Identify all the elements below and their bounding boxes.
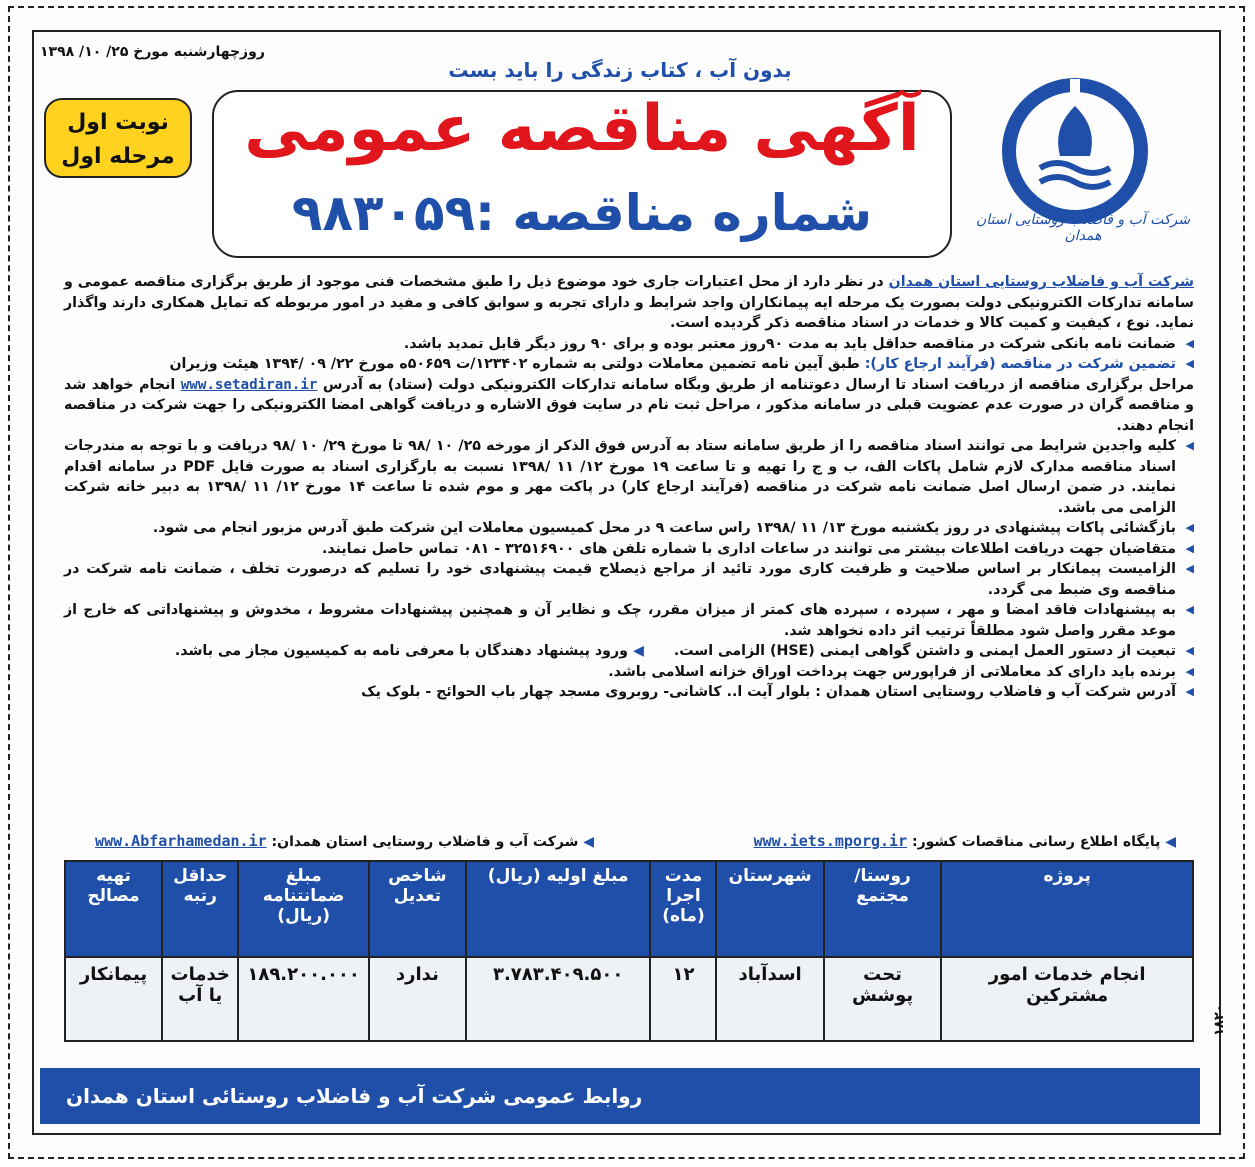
iets-link-row: ◀ پایگاه اطلاع رسانی مناقصات کشور: www.iets.mporg.ir (753, 832, 1176, 850)
list-item: ◀ الزامیست پیمانکار بر اساس صلاحیت و ظرفیت کاری مورد تائید از مراجع ذیصلاح قیمت پیشنهادی خود را تسلیم که درصورت تخلف ، ضمانت نامه شرکت در مناقصه وی ضبط می گردد. (64, 559, 1194, 600)
list-item: ◀ تبعیت از دستور العمل ایمنی و داشتن گواهی ایمنی (HSE) الزامی است.◀ ورود پیشنهاد دهندگان با معرفی نامه به کمیسیون مجاز می باشد. (64, 641, 1194, 662)
intro-paragraph (64, 272, 1194, 334)
badge-line-2: مرحله اول (61, 144, 175, 169)
guarantee-text: طبق آیین نامه تضمین معاملات دولتی به شماره ۱۲۳۴۰۲/ت ۵۰۶۵۹ه مورخ ۲۲/ ۰۹ /۱۳۹۴ هیئت وزیران (169, 356, 865, 372)
column-header: مبلغ اولیه (ریال) (466, 861, 651, 957)
table-cell: انجام خدمات امور مشترکین (941, 957, 1193, 1041)
column-header: تهیه مصالح (65, 861, 162, 957)
list-item (64, 354, 1194, 375)
announcement-body (64, 272, 1194, 703)
tender-number: شماره مناقصه :۹۸۳۰۵۹ (291, 184, 873, 242)
column-header: مدت اجرا (ماه) (650, 861, 716, 957)
badge-line-1: نوبت اول (67, 110, 169, 135)
round-badge (44, 98, 192, 178)
list-item: ◀ به پیشنهادات فاقد امضا و مهر ، سپرده ، سپرده های کمتر از میزان مقرر، چک و نظایر آن و همچنین پیشنهادات مشروط ، مخدوش و پیشنهاداتی که خارج از موعد مقرر واصل شود مطلقاً ترتیب اثر داده نخواهد شد. (64, 600, 1194, 641)
intro-text: در نظر دارد از محل اعتبارات جاری خود موضوع ذیل را طبق مشخصات فنی موجود از طریق برگزاری مناقصه عمومی و سامانه تدارکات الکترونیکی دولت بصورت یک مرحله ایه پیمانکاران واجد شرایط و دارای تجربه و سوابق کافی و مفید در امور مربوطه که تمایل همکاری دارند واگذار نماید. نوع ، کیفیت و کمیت کالا و خدمات در اسناد مناقصه ذکر گردیده است. (64, 274, 1194, 331)
table-cell: ۱۸۹.۲۰۰.۰۰۰ (238, 957, 369, 1041)
column-header: مبلغ ضمانتنامه (ریال) (238, 861, 369, 957)
list-item: ◀ کلیه واجدین شرایط می توانند اسناد مناقصه را از طریق سامانه ستاد به آدرس فوق الذکر از مورخه ۲۵/ ۱۰ /۹۸ تا مورخ ۲۹/ ۱۰ /۹۸ دریافت و با توجه به مندرجات اسناد مناقصه مدارک لازم شامل پاکات الف، ب و ج را تهیه و تا ساعت ۱۹ مورخ ۱۲/ ۱۱ /۱۳۹۸ نسبت به بارگزاری اسناد به صورت فایل PDF در سامانه اقدام نمایند. در ضمن ارسال اصل ضمانت نامه شرکت در مناقصه (فرآیند ارجاع کار) در پاکت مهر و موم شده تا ساعت ۱۴ مورخ ۱۲/ ۱۱ /۱۳۹۸ به دبیر خانه شرکت الزامی می باشد. (64, 436, 1194, 518)
column-header: پروژه (941, 861, 1193, 957)
abfa-link-row: ◀ شرکت آب و فاضلاب روستایی استان همدان: www.Abfarhamedan.ir (95, 832, 594, 850)
table-cell: پیمانکار (65, 957, 162, 1041)
setad-link[interactable]: www.setadiran.ir (180, 376, 318, 393)
list-item: ◀ برنده باید دارای کد معاملاتی از فراپورس جهت پرداخت اوراق خزانه اسلامی باشد. (64, 662, 1194, 683)
table-cell: خدمات یا آب (162, 957, 238, 1041)
table-cell: ندارد (369, 957, 466, 1041)
company-name: شرکت آب و فاضلاب روستایی استان همدان (888, 274, 1194, 290)
list-item: ◀ متقاضیان جهت دریافت اطلاعات بیشتر می توانند در ساعات اداری با شماره تلفن های ۳۲۵۱۶۹۰۰ - ۰۸۱ تماس حاصل نمایند. (64, 539, 1194, 560)
ad-code: ۱۸۲۰ (1212, 1004, 1227, 1036)
water-company-logo-icon (1000, 76, 1150, 226)
list-item: ◀ آدرس شرکت آب و فاضلاب روستایی استان همدان : بلوار آیت ا.. کاشانی- روبروی مسجد چهار باب الحوائج - بلوک یک (64, 682, 1194, 703)
abfa-link[interactable]: www.Abfarhamedan.ir (95, 832, 267, 850)
guarantee-heading: تضمین شرکت در مناقصه (فرآیند ارجاع کار): (864, 356, 1176, 372)
table-row (65, 957, 1193, 1041)
publish-date: روزچهارشنبه مورخ ۲۵/ ۱۰/ ۱۳۹۸ (40, 44, 265, 60)
iets-link[interactable]: www.iets.mporg.ir (753, 832, 908, 850)
column-header: شهرستان (716, 861, 823, 957)
list-item: ◀ بازگشائی پاکات پیشنهادی در روز یکشنبه مورخ ۱۳/ ۱۱ /۱۳۹۸ راس ساعت ۹ در محل کمیسیون معاملات این شرکت طبق آدرس مزبور انجام می شود. (64, 518, 1194, 539)
slogan: بدون آب ، کتاب زندگی را باید بست (448, 58, 792, 82)
table-cell: ۱۲ (650, 957, 716, 1041)
title-box (212, 90, 952, 258)
column-header: روستا/ مجتمع (824, 861, 942, 957)
tender-table (64, 860, 1194, 1042)
table-cell: ۳.۷۸۳.۴۰۹.۵۰۰ (466, 957, 651, 1041)
page-title: آگهی مناقصه عمومی (244, 92, 920, 166)
table-cell: تحت پوشش (824, 957, 942, 1041)
website-links (64, 832, 1194, 854)
setad-paragraph: مراحل برگزاری مناقصه از دریافت اسناد تا ارسال دعوتنامه از طریق وبگاه سامانه تدارکات الکترونیکی دولت (ستاد) به آدرس www.setadiran.ir انجام خواهد شد و مناقصه گران در صورت عدم عضویت قبلی در سامانه مذکور ، مراحل ثبت نام در سایت فوق الاشاره و دریافت گواهی امضا الکترونیکی را جهت شرکت در مناقصه انجام دهند. (64, 376, 1194, 434)
footer-banner: روابط عمومی شرکت آب و فاضلاب روستائی استان همدان (40, 1068, 1200, 1124)
column-header: حداقل رتبه (162, 861, 238, 957)
table-cell: اسدآباد (716, 957, 823, 1041)
list-item: ◀ ضمانت نامه بانکی شرکت در مناقصه حداقل باید به مدت ۹۰روز معتبر بوده و برای ۹۰ روز دیگر قابل تمدید باشد. (64, 334, 1194, 355)
column-header: شاخص تعدیل (369, 861, 466, 957)
table-header-row (65, 861, 1193, 957)
logo-caption: شرکت آب و فاضلاب روستایی استان همدان (975, 212, 1191, 244)
